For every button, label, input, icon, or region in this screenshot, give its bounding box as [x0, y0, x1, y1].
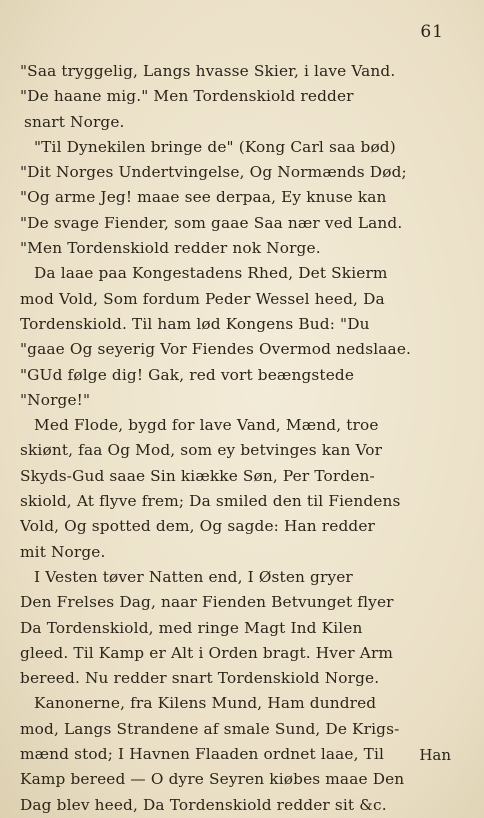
text-line: Med Flode, bygd for lave Vand, Mænd, troe: [34, 416, 379, 435]
text-line: "Norge!": [20, 390, 91, 409]
text-line: Skyds-Gud saae Sin kiække Søn, Per Torden-: [20, 466, 375, 485]
text-line: Kanonerne, fra Kilens Mund, Ham dundred: [34, 694, 377, 713]
poem-text: [20, 59, 460, 818]
text-line: Dag blev heed, Da Tordenskiold redder sit &c.: [20, 795, 387, 814]
text-line: "Dit Norges Undertvingelse, Og Normænds Død;: [20, 163, 407, 182]
page-number: 61: [420, 22, 444, 42]
text-line: mod Vold, Som fordum Peder Wessel heed, Da: [20, 289, 385, 308]
text-line: mit Norge.: [20, 542, 106, 561]
text-line: bereed. Nu redder snart Tordenskiold Norge.: [20, 669, 380, 688]
text-line: "gaae Og seyerig Vor Fiendes Overmod nedslaae.: [20, 340, 412, 359]
text-line: snart Norge.: [24, 112, 125, 131]
text-line: skiold, At flyve frem; Da smiled den til Fiendens: [20, 492, 401, 511]
text-line: mænd stod; I Havnen Flaaden ordnet laae, Til: [20, 745, 385, 764]
text-line: Da laae paa Kongestadens Rhed, Det Skierm: [34, 264, 388, 283]
text-line: Kamp bereed — O dyre Seyren kiøbes maae Den: [20, 770, 405, 789]
text-line: "GUd følge dig! Gak, red vort beængstede: [20, 365, 355, 384]
text-line: Vold, Og spotted dem, Og sagde: Han redder: [20, 517, 375, 536]
text-line: "Til Dynekilen bringe de" (Kong Carl saa bød): [34, 137, 396, 156]
text-line: mod, Langs Strandene af smale Sund, De Krigs-: [20, 719, 400, 738]
text-line: Da Tordenskiold, med ringe Magt Ind Kilen: [20, 618, 363, 637]
text-line: skiønt, faa Og Mod, som ey betvinges kan Vor: [20, 441, 383, 460]
text-line: I Vesten tøver Natten end, I Østen gryer: [34, 567, 353, 586]
text-line: "De haane mig." Men Tordenskiold redder: [20, 87, 354, 106]
text-line: "Og arme Jeg! maae see derpaa, Ey knuse kan: [20, 188, 387, 207]
text-line: "Men Tordenskiold redder nok Norge.: [20, 239, 321, 258]
text-line: "De svage Fiender, som gaae Saa nær ved Land.: [20, 213, 403, 232]
catchword: Han: [419, 746, 451, 764]
text-line: gleed. Til Kamp er Alt i Orden bragt. Hver Arm: [20, 643, 394, 662]
text-line: Tordenskiold. Til ham lød Kongens Bud: "Du: [20, 314, 370, 333]
text-line: Den Frelses Dag, naar Fienden Betvunget flyer: [20, 593, 394, 612]
text-line: "Saa tryggelig, Langs hvasse Skier, i lave Vand.: [20, 62, 396, 80]
